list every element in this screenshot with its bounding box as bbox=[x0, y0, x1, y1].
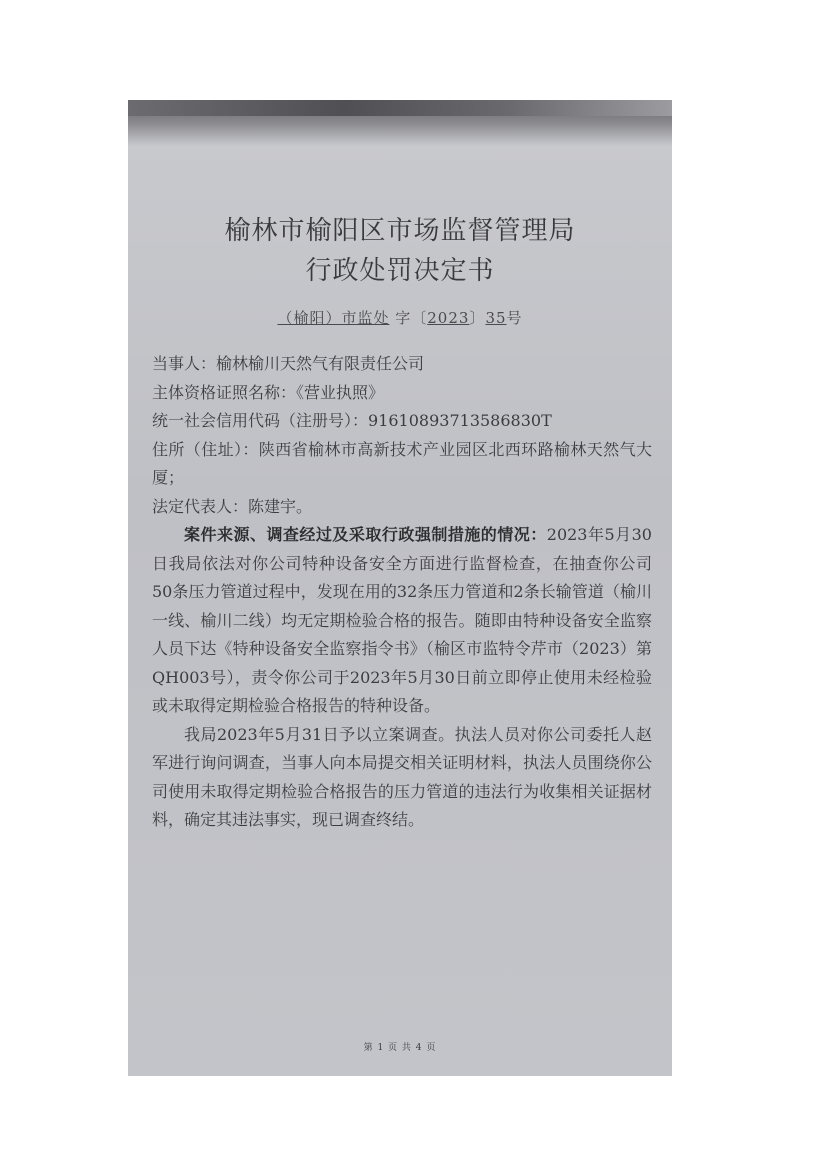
case-paragraph-1-text: 2023年5月30日我局依法对你公司特种设备安全方面进行监督检查，在抽查你公司50条压力管道过程中，发现在用的32条压力管道和2条长输管道（榆川一线、榆川二线）均无定期检验合格的报告。随即由特种设备安全监察人员下达《特种设备安全监察指令书》（榆区市监特令芹市（2023）第QH003号），责令你公司于2023年5月30日前立即停止使用未经检验或未取得定期检验合格报告的特种设备。 bbox=[152, 525, 652, 715]
legal-rep-line bbox=[152, 493, 652, 522]
credit-code-label: 统一社会信用代码（注册号）： bbox=[152, 411, 369, 430]
page-footer: 第 1 页 共 4 页 bbox=[363, 1043, 437, 1053]
scan-edge bbox=[128, 100, 672, 116]
party-info bbox=[152, 350, 652, 835]
address-value: 陕西省榆林市高新技术产业园区北西环路榆林天然气大厦； bbox=[152, 439, 652, 487]
document-page bbox=[128, 100, 672, 1076]
document-title-agency: 榆林市榆阳区市场监督管理局 bbox=[224, 216, 576, 246]
case-section-heading: 案件来源、调查经过及采取行政强制措施的情况： bbox=[184, 525, 547, 544]
document-title-type: 行政处罚决定书 bbox=[305, 256, 495, 286]
document-number bbox=[128, 307, 672, 328]
party-name-line bbox=[152, 350, 652, 379]
address-label: 住所（住址）： bbox=[152, 439, 259, 459]
license-value: 《营业执照》 bbox=[296, 382, 385, 402]
case-paragraph-2: 我局2023年5月31日予以立案调查。执法人员对你公司委托人赵军进行询问调查，当事人向本局提交相关证明材料，执法人员围绕你公司使用未取得定期检验合格报告的压力管道的违法行为收集相关证据材料，确定其违法事实，现已调查终结。 bbox=[152, 724, 652, 829]
license-label: 主体资格证照名称： bbox=[152, 382, 297, 402]
credit-code-value: 91610893713586830T bbox=[368, 411, 552, 430]
doc-number-bracket: 〕 bbox=[469, 309, 486, 327]
legal-rep-label: 法定代表人： bbox=[152, 496, 249, 516]
party-name-value: 榆林榆川天然气有限责任公司 bbox=[216, 354, 425, 373]
doc-number-suffix: 号 bbox=[506, 309, 523, 327]
doc-number-year: 2023 bbox=[427, 309, 470, 327]
legal-rep-value: 陈建宇。 bbox=[248, 496, 313, 516]
doc-number-value: 35 bbox=[485, 309, 507, 327]
license-line bbox=[152, 379, 652, 408]
doc-number-prefix: （榆阳）市监处 bbox=[277, 309, 390, 327]
case-paragraph-1 bbox=[152, 521, 652, 721]
doc-number-middle: 字〔 bbox=[395, 309, 428, 327]
address-line bbox=[152, 436, 652, 493]
credit-code-line bbox=[152, 407, 652, 436]
party-name-label: 当事人： bbox=[152, 354, 217, 373]
